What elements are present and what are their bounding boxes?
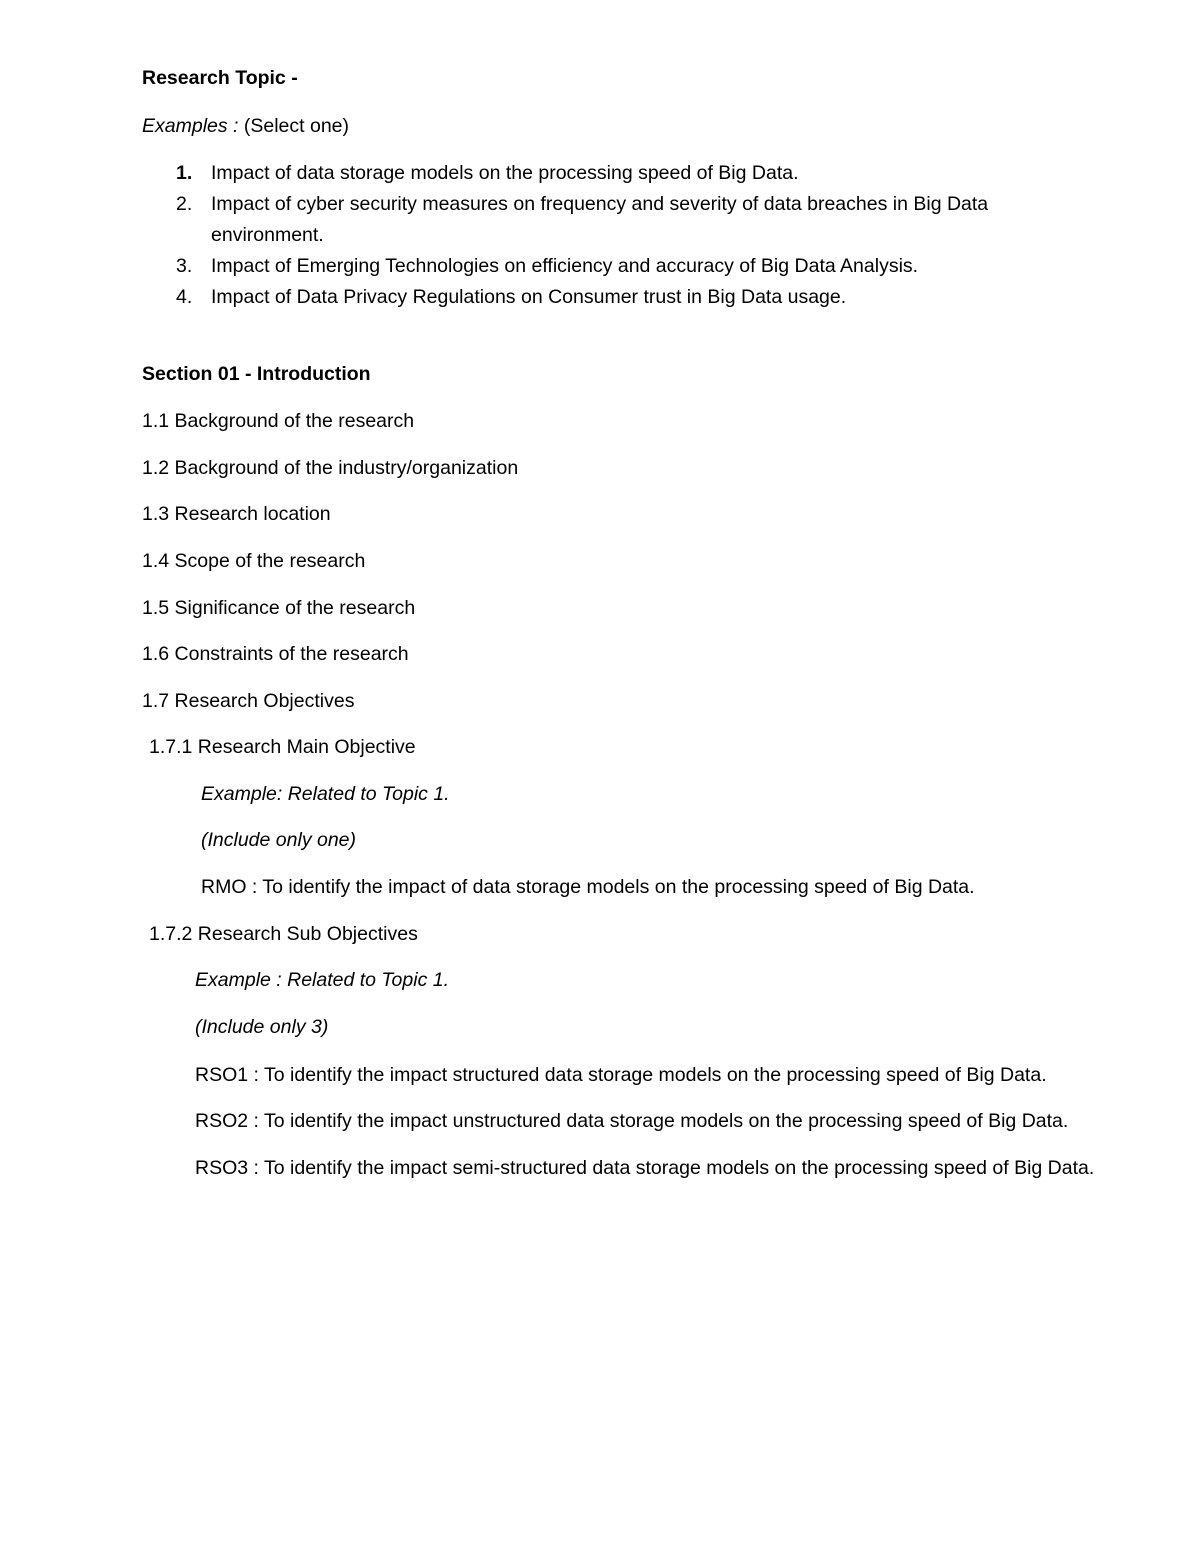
subsection-title: Research Objectives: [174, 690, 355, 712]
subsection-title: Background of the industry/organization: [174, 457, 519, 479]
sub-objectives-title: Research Sub Objectives: [197, 923, 418, 945]
subsection-title: Research location: [174, 503, 331, 525]
subsection-number: 1.6: [142, 643, 170, 665]
topic-item-text: Impact of Emerging Technologies on efficiency and accuracy of Big Data Analysis.: [211, 255, 919, 277]
examples-label: Examples :: [142, 115, 239, 137]
main-objective-title: Research Main Objective: [197, 736, 416, 758]
subsection-title: Significance of the research: [174, 597, 416, 619]
main-objective-example: Example: Related to Topic 1.: [201, 783, 450, 805]
topic-item-number: 1.: [176, 162, 193, 184]
sub-objectives-example: Example : Related to Topic 1.: [195, 969, 450, 991]
subsection-number: 1.2: [142, 457, 170, 479]
sub-objectives-note: (Include only 3): [195, 1016, 329, 1038]
research-topic-heading: Research Topic -: [142, 67, 298, 89]
subsection-item: [142, 599, 415, 619]
main-objective-note: (Include only one): [201, 829, 357, 851]
sub-objectives-number: 1.7.2: [149, 923, 193, 945]
subsection-number: 1.7: [142, 690, 170, 712]
subsection-item: [142, 552, 365, 572]
subsection-item: [142, 459, 518, 479]
subsection-title: Constraints of the research: [174, 643, 409, 665]
main-objective-heading: [149, 738, 416, 758]
topic-item-text-continued: environment.: [211, 224, 324, 246]
subsection-title: Scope of the research: [174, 550, 366, 572]
subsection-number: 1.4: [142, 550, 170, 572]
subsection-number: 1.3: [142, 503, 170, 525]
topic-item-text: Impact of cyber security measures on frequency and severity of data breaches in Big Data: [211, 193, 989, 215]
rmo-statement: RMO : To identify the impact of data storage models on the processing speed of Big Data.: [201, 876, 975, 898]
subsection-number: 1.5: [142, 597, 170, 619]
subsection-number: 1.1: [142, 410, 170, 432]
sub-objectives-heading: [149, 925, 418, 945]
topic-item-number: 4.: [176, 286, 193, 308]
topic-item-text: Impact of data storage models on the processing speed of Big Data.: [211, 162, 799, 184]
rso-statement: RSO3 : To identify the impact semi-structured data storage models on the processing speed of Big Data.: [195, 1157, 1095, 1179]
topic-item-number: 2.: [176, 193, 193, 215]
subsection-item: [142, 645, 409, 665]
section-heading: Section 01 - Introduction: [142, 363, 371, 385]
rso-statement: RSO2 : To identify the impact unstructured data storage models on the processing speed of Big Data.: [195, 1110, 1069, 1132]
subsection-item: [142, 505, 331, 525]
main-objective-number: 1.7.1: [149, 736, 193, 758]
subsection-title: Background of the research: [174, 410, 415, 432]
topic-item-text: Impact of Data Privacy Regulations on Consumer trust in Big Data usage.: [211, 286, 847, 308]
topic-item-number: 3.: [176, 255, 193, 277]
examples-note: (Select one): [243, 115, 350, 137]
rso-statement: RSO1 : To identify the impact structured data storage models on the processing speed of Big Data.: [195, 1064, 1047, 1086]
subsection-item: [142, 412, 414, 432]
examples-line: [142, 117, 349, 137]
subsection-item: [142, 692, 354, 712]
